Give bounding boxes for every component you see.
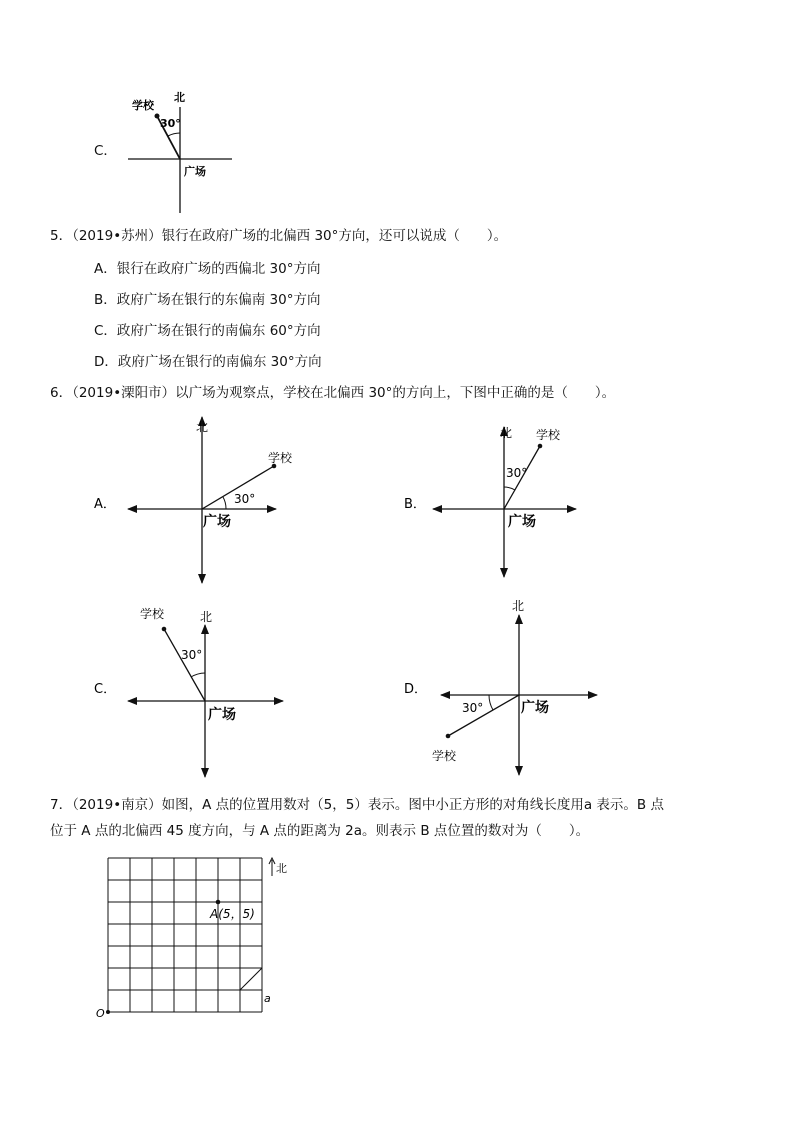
point-a — [216, 900, 221, 905]
square-label: 广场 — [203, 514, 231, 530]
diag-label: a — [264, 992, 271, 1005]
diagonal-a — [240, 968, 262, 990]
q6-option-c-diagram — [128, 606, 283, 777]
angle-label: 30° — [160, 117, 181, 130]
q6-option-a-diagram — [128, 417, 293, 583]
q6-stem: 6．（2019•溧阳市）以广场为观察点，学校在北偏西 30°的方向上，下图中正确的是（ ）。 — [50, 385, 616, 401]
square-label: 广场 — [508, 514, 536, 530]
north-label: 北 — [174, 91, 185, 104]
school-point — [538, 444, 543, 449]
angle-arc — [168, 133, 180, 136]
q4-option-c-letter[interactable]: C． — [94, 143, 117, 159]
square-label: 广场 — [521, 700, 549, 716]
angle-label: 30° — [234, 492, 256, 506]
q6-option-a-letter[interactable]: A． — [94, 497, 116, 512]
school-point — [162, 627, 167, 632]
north-label: 北 — [276, 862, 287, 875]
school-point — [446, 734, 451, 739]
q7-grid-diagram — [90, 850, 300, 1025]
origin-point — [106, 1010, 110, 1014]
school-label: 学校 — [536, 428, 561, 442]
school-label: 学校 — [432, 749, 457, 763]
angle-label: 30° — [506, 466, 528, 480]
q6-option-c-letter[interactable]: C． — [94, 682, 117, 697]
q5-option-c[interactable]: C．政府广场在银行的南偏东 60°方向 — [94, 323, 321, 339]
angle-label: 30° — [462, 701, 484, 715]
q6-option-d-diagram — [432, 599, 597, 775]
coordinate-grid — [108, 858, 262, 1012]
q4-option-c-diagram — [110, 85, 250, 220]
square-label: 广场 — [208, 707, 236, 723]
square-label: 广场 — [184, 165, 206, 178]
north-label: 北 — [512, 599, 525, 613]
q5-option-d[interactable]: D．政府广场在银行的南偏东 30°方向 — [94, 354, 322, 370]
angle-label: 30° — [181, 648, 203, 662]
north-label: 北 — [200, 610, 213, 624]
q5-option-a[interactable]: A．银行在政府广场的西偏北 30°方向 — [94, 261, 321, 277]
school-ray — [448, 695, 519, 736]
school-ray — [164, 629, 205, 701]
q6-option-d-letter[interactable]: D． — [404, 682, 428, 697]
q7-stem-line1: 7．（2019•南京）如图，A 点的位置用数对（5，5）表示。图中小正方形的对角线长度用a 表示。B 点 — [50, 797, 664, 813]
q6-option-b-diagram — [433, 426, 576, 577]
q5-stem: 5．（2019•苏州）银行在政府广场的北偏西 30°方向，还可以说成（ ）。 — [50, 228, 508, 244]
q6-diagrams — [0, 405, 794, 785]
origin-label: O — [96, 1007, 105, 1020]
school-label: 学校 — [140, 607, 165, 621]
school-point — [155, 114, 160, 119]
north-label: 北 — [196, 420, 209, 434]
point-a-label: A(5，5) — [210, 907, 255, 921]
q5-option-b[interactable]: B．政府广场在银行的东偏南 30°方向 — [94, 292, 321, 308]
q6-option-b-letter[interactable]: B． — [404, 497, 426, 512]
school-label: 学校 — [132, 99, 154, 112]
q7-stem-line2: 位于 A 点的北偏西 45 度方向，与 A 点的距离为 2a。则表示 B 点位置的数对为（ ）。 — [50, 823, 590, 839]
school-label: 学校 — [268, 451, 293, 465]
north-label: 北 — [500, 426, 513, 440]
